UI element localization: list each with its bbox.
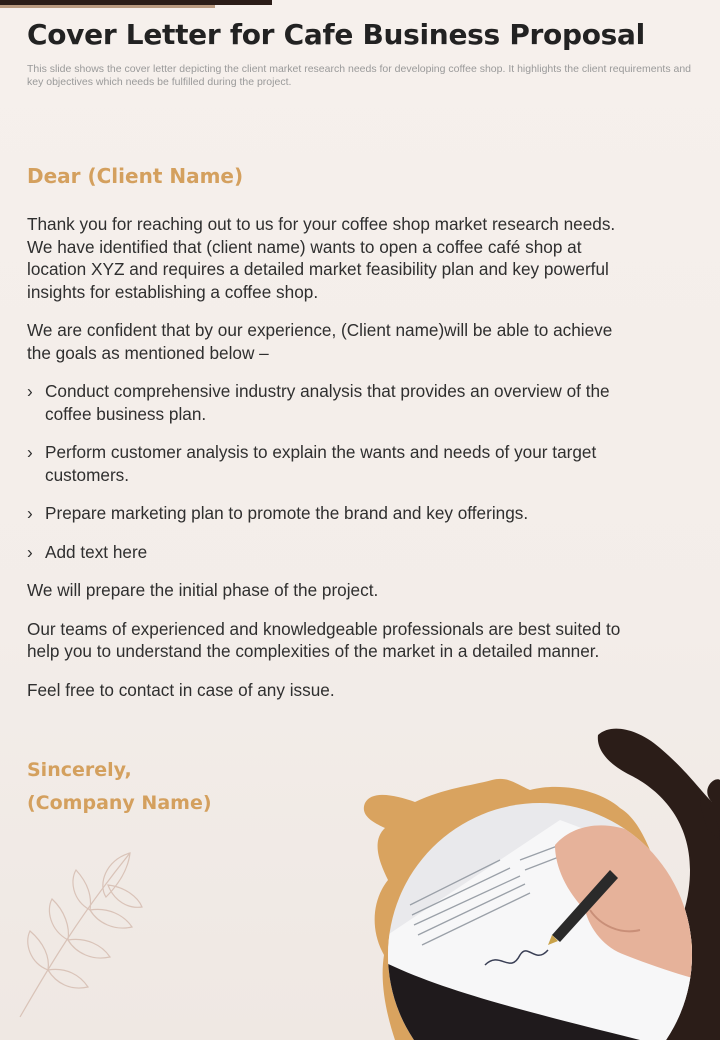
company-name: (Company Name) bbox=[27, 792, 212, 814]
page-title: Cover Letter for Cafe Business Proposal bbox=[27, 18, 645, 51]
list-item bbox=[27, 502, 637, 525]
dark-splash-shape bbox=[560, 729, 720, 1040]
page-subtitle: This slide shows the cover letter depicting the client market research needs for developing coffee shop. It highlights the client requirements and key objectives which needs be fulfilled during the project. bbox=[27, 63, 692, 88]
list-item-text: Add text here bbox=[45, 541, 148, 562]
letter-salutation: Dear (Client Name) bbox=[27, 164, 244, 188]
list-item-text: Conduct comprehensive industry analysis that provides an overview of the coffee business plan. bbox=[45, 381, 610, 424]
goals-list bbox=[27, 380, 637, 563]
top-accent-bar-light bbox=[0, 5, 215, 8]
letter-paragraph-2: We are confident that by our experience, (Client name)will be able to achieve the goals as mentioned below – bbox=[27, 320, 613, 363]
leaf-branch-icon bbox=[10, 845, 145, 1020]
hand-signing-document-photo bbox=[380, 790, 720, 1040]
closing-text: Sincerely, bbox=[27, 759, 132, 781]
list-item bbox=[27, 441, 637, 486]
letter-body bbox=[27, 213, 637, 717]
list-item-text: Prepare marketing plan to promote the brand and key offerings. bbox=[45, 503, 529, 523]
letter-paragraph-4: Our teams of experienced and knowledgeable professionals are best suited to help you to understand the complexities of the market in a detailed manner. bbox=[27, 618, 621, 661]
chevron-right-icon: › bbox=[27, 442, 33, 462]
gold-splash-shape bbox=[364, 779, 692, 1040]
list-item bbox=[27, 541, 637, 564]
letter-paragraph-5: Feel free to contact in case of any issue. bbox=[27, 679, 335, 700]
list-item-text: Perform customer analysis to explain the wants and needs of your target customers. bbox=[45, 442, 597, 485]
list-item bbox=[27, 380, 637, 425]
chevron-right-icon: › bbox=[27, 503, 33, 523]
letter-paragraph-3: We will prepare the initial phase of the project. bbox=[27, 580, 379, 600]
chevron-right-icon: › bbox=[27, 541, 33, 562]
chevron-right-icon: › bbox=[27, 381, 33, 401]
letter-paragraph-1: Thank you for reaching out to us for your coffee shop market research needs. We have identified that (client name) wants to open a coffee café shop at location XYZ and requires a detailed market feasibility plan and key powerful insights for establishing a coffee shop. bbox=[27, 214, 616, 302]
signature-block bbox=[27, 754, 212, 820]
